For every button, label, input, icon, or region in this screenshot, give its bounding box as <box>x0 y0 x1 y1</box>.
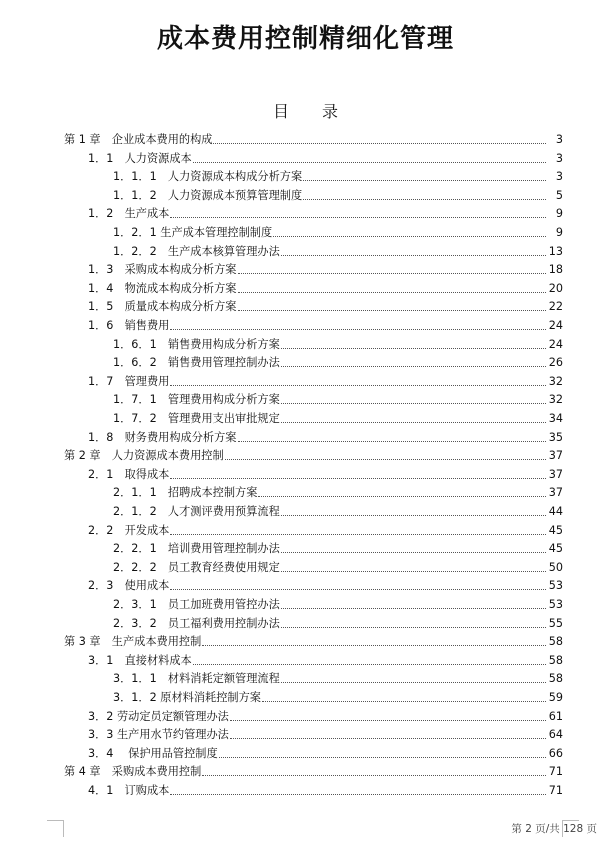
toc-entry-label: 第 2 章 人力资源成本费用控制 <box>64 449 224 463</box>
toc-entry-page: 32 <box>548 374 563 388</box>
toc-entry-page: 35 <box>548 430 563 444</box>
toc-dot-leader <box>281 682 546 683</box>
toc-dot-leader <box>193 162 546 163</box>
toc-entry[interactable] <box>88 576 563 593</box>
toc-entry[interactable] <box>113 167 563 184</box>
page-footer: 第 2 页/共 128 页 <box>511 823 597 835</box>
toc-dot-leader <box>281 552 546 553</box>
toc-entry-label: 3．1．1 材料消耗定额管理流程 <box>113 672 280 686</box>
toc-entry[interactable] <box>113 409 563 426</box>
toc-entry[interactable] <box>113 242 563 259</box>
toc-dot-leader <box>281 515 546 516</box>
toc-entry-page: 44 <box>548 505 563 518</box>
toc-dot-leader <box>219 757 546 758</box>
toc-entry[interactable] <box>113 595 563 612</box>
toc-entry-label: 1．7．1 管理费用构成分析方案 <box>113 393 280 407</box>
toc-entry[interactable] <box>113 390 563 407</box>
toc-dot-leader <box>303 180 546 181</box>
toc-dot-leader <box>281 627 546 628</box>
toc-entry-label: 1．6．1 销售费用构成分析方案 <box>113 337 280 351</box>
toc-entry-page: 66 <box>548 746 563 760</box>
toc-entry[interactable] <box>113 353 563 370</box>
toc-dot-leader <box>303 199 546 200</box>
toc-entry-page: 18 <box>548 263 563 277</box>
toc-entry-label: 3．1 直接材料成本 <box>88 653 192 667</box>
toc-entry-label: 1．3 采购成本构成分析方案 <box>88 263 237 277</box>
toc-entry[interactable] <box>88 651 563 668</box>
toc-entry[interactable] <box>64 632 563 649</box>
toc-entry-page: 3 <box>555 151 563 165</box>
toc-entry-page: 37 <box>548 449 563 463</box>
toc-entry[interactable] <box>88 465 563 482</box>
toc-entry-page: 20 <box>548 281 563 295</box>
toc-dot-leader <box>262 701 546 702</box>
toc-entry-page: 71 <box>548 765 563 779</box>
toc-entry-page: 59 <box>548 691 563 704</box>
toc-entry-page: 64 <box>548 728 563 742</box>
toc-entry[interactable] <box>88 149 563 166</box>
toc-entry-page: 37 <box>548 467 563 481</box>
toc-dot-leader <box>258 496 546 497</box>
toc-entry-label: 2．1 取得成本 <box>88 467 170 481</box>
toc-entry[interactable] <box>113 688 563 705</box>
toc-entry[interactable] <box>88 707 563 724</box>
toc-entry[interactable] <box>113 669 563 686</box>
toc-dot-leader <box>281 366 546 367</box>
toc-entry-page: 50 <box>548 560 563 574</box>
toc-entry-label: 3．1．2 原材料消耗控制方案 <box>113 691 261 704</box>
toc-dot-leader <box>230 720 546 721</box>
toc-entry-label: 第 3 章 生产成本费用控制 <box>64 635 202 649</box>
toc-entry-page: 9 <box>555 207 563 221</box>
toc-entry-label: 1．2 生产成本 <box>88 207 170 221</box>
toc-entry-page: 71 <box>548 784 563 797</box>
document-title: 成本费用控制精细化管理 <box>156 24 454 54</box>
toc-entry-label: 第 1 章 企业成本费用的构成 <box>64 133 213 146</box>
toc-entry-label: 1．4 物流成本构成分析方案 <box>88 281 237 295</box>
toc-dot-leader <box>170 589 546 590</box>
toc-entry[interactable] <box>88 428 563 445</box>
toc-entry-page: 26 <box>548 356 563 370</box>
toc-heading: 目 录 <box>272 102 353 121</box>
toc-entry-label: 4．1 订购成本 <box>88 784 170 797</box>
toc-entry-label: 2．3．2 员工福利费用控制办法 <box>113 616 280 630</box>
toc-entry-page: 45 <box>548 523 563 537</box>
toc-entry-page: 55 <box>548 616 563 630</box>
toc-entry-page: 32 <box>548 393 563 407</box>
toc-dot-leader <box>170 385 546 386</box>
toc-entry-label: 1．5 质量成本构成分析方案 <box>88 300 237 314</box>
toc-entry-page: 61 <box>548 709 563 723</box>
toc-entry-page: 3 <box>555 133 563 146</box>
toc-entry-label: 2．2 开发成本 <box>88 523 170 537</box>
toc-dot-leader <box>238 273 547 274</box>
toc-entry-page: 34 <box>548 412 563 425</box>
toc-entry[interactable] <box>113 614 563 631</box>
toc-entry[interactable] <box>113 335 563 352</box>
toc-entry[interactable] <box>113 186 563 203</box>
toc-entry-page: 58 <box>548 672 563 686</box>
toc-entry-page: 9 <box>555 226 563 239</box>
toc-dot-leader <box>170 534 546 535</box>
toc-dot-leader <box>225 459 546 460</box>
toc-entry-page: 5 <box>555 188 563 202</box>
toc-entry-label: 1．1 人力资源成本 <box>88 151 192 165</box>
toc-entry-label: 3．4 保护用品管控制度 <box>88 746 218 760</box>
toc-entry-label: 2．1．1 招聘成本控制方案 <box>113 486 258 500</box>
toc-entry-label: 1．7．2 管理费用支出审批规定 <box>113 412 280 425</box>
toc-dot-leader <box>170 794 546 795</box>
toc-entry[interactable] <box>64 762 563 779</box>
toc-entry[interactable] <box>88 260 563 277</box>
toc-entry-label: 3．2 劳动定员定额管理办法 <box>88 709 229 723</box>
toc-entry[interactable] <box>64 446 563 463</box>
toc-entry[interactable] <box>113 502 563 519</box>
toc-dot-leader <box>281 403 546 404</box>
toc-entry-page: 45 <box>548 542 563 556</box>
toc-entry-label: 2．3．1 员工加班费用管控办法 <box>113 598 280 611</box>
toc-entry-page: 37 <box>548 486 563 500</box>
toc-entry[interactable] <box>88 781 563 798</box>
toc-entry-page: 24 <box>548 319 563 332</box>
toc-dot-leader <box>238 441 547 442</box>
toc-entry[interactable] <box>113 483 563 500</box>
toc-entry-label: 2．1．2 人才测评费用预算流程 <box>113 505 280 518</box>
toc-dot-leader <box>202 775 546 776</box>
toc-dot-leader <box>193 664 546 665</box>
toc-entry-page: 58 <box>548 653 563 667</box>
toc-dot-leader <box>213 143 546 144</box>
toc-dot-leader <box>281 255 546 256</box>
toc-entry-label: 2．2．2 员工教育经费使用规定 <box>113 560 280 574</box>
toc-entry[interactable] <box>113 558 563 575</box>
toc-entry[interactable] <box>88 204 563 221</box>
toc-entry-label: 1．1．1 人力资源成本构成分析方案 <box>113 170 303 184</box>
toc-dot-leader <box>202 645 546 646</box>
toc-entry-label: 1．8 财务费用构成分析方案 <box>88 430 237 444</box>
toc-entry-label: 1．6 销售费用 <box>88 319 170 332</box>
toc-entry-page: 53 <box>548 579 563 593</box>
toc-entry[interactable] <box>88 297 563 314</box>
toc-dot-leader <box>281 348 546 349</box>
toc-dot-leader <box>230 738 546 739</box>
toc-entry-page: 58 <box>548 635 563 649</box>
toc-entry-label: 1．1．2 人力资源成本预算管理制度 <box>113 188 303 202</box>
toc-dot-leader <box>238 292 547 293</box>
toc-dot-leader <box>281 571 546 572</box>
toc-entry-label: 第 4 章 采购成本费用控制 <box>64 765 202 779</box>
toc-entry-label: 3．3 生产用水节约管理办法 <box>88 728 229 742</box>
page-corner-mark-left <box>47 820 64 837</box>
toc-entry-page: 24 <box>548 337 563 351</box>
toc-dot-leader <box>281 422 546 423</box>
toc-dot-leader <box>170 217 546 218</box>
toc-dot-leader <box>281 608 546 609</box>
toc-entry[interactable] <box>88 279 563 296</box>
toc-entry[interactable] <box>64 130 563 147</box>
toc-entry-label: 1．2．2 生产成本核算管理办法 <box>113 244 280 258</box>
toc-entry[interactable] <box>88 372 563 389</box>
toc-entry-page: 22 <box>548 300 563 314</box>
toc-entry-label: 2．3 使用成本 <box>88 579 170 593</box>
toc-entry-page: 3 <box>555 170 563 184</box>
toc-entry-label: 1．7 管理费用 <box>88 374 170 388</box>
toc-entry[interactable] <box>88 521 563 538</box>
toc-entry-label: 1．2．1 生产成本管理控制制度 <box>113 226 273 239</box>
toc-entry[interactable] <box>88 725 563 742</box>
toc-entry[interactable] <box>113 223 563 240</box>
toc-entry-label: 1．6．2 销售费用管理控制办法 <box>113 356 280 370</box>
toc-entry-page: 53 <box>548 598 563 611</box>
toc-dot-leader <box>170 478 546 479</box>
toc-entry[interactable] <box>88 316 563 333</box>
toc-dot-leader <box>170 329 546 330</box>
toc-dot-leader <box>238 310 547 311</box>
toc-entry-page: 13 <box>548 244 563 258</box>
toc-entry-label: 2．2．1 培训费用管理控制办法 <box>113 542 280 556</box>
toc-dot-leader <box>273 236 546 237</box>
toc-entry[interactable] <box>113 539 563 556</box>
toc-entry[interactable] <box>88 744 563 761</box>
